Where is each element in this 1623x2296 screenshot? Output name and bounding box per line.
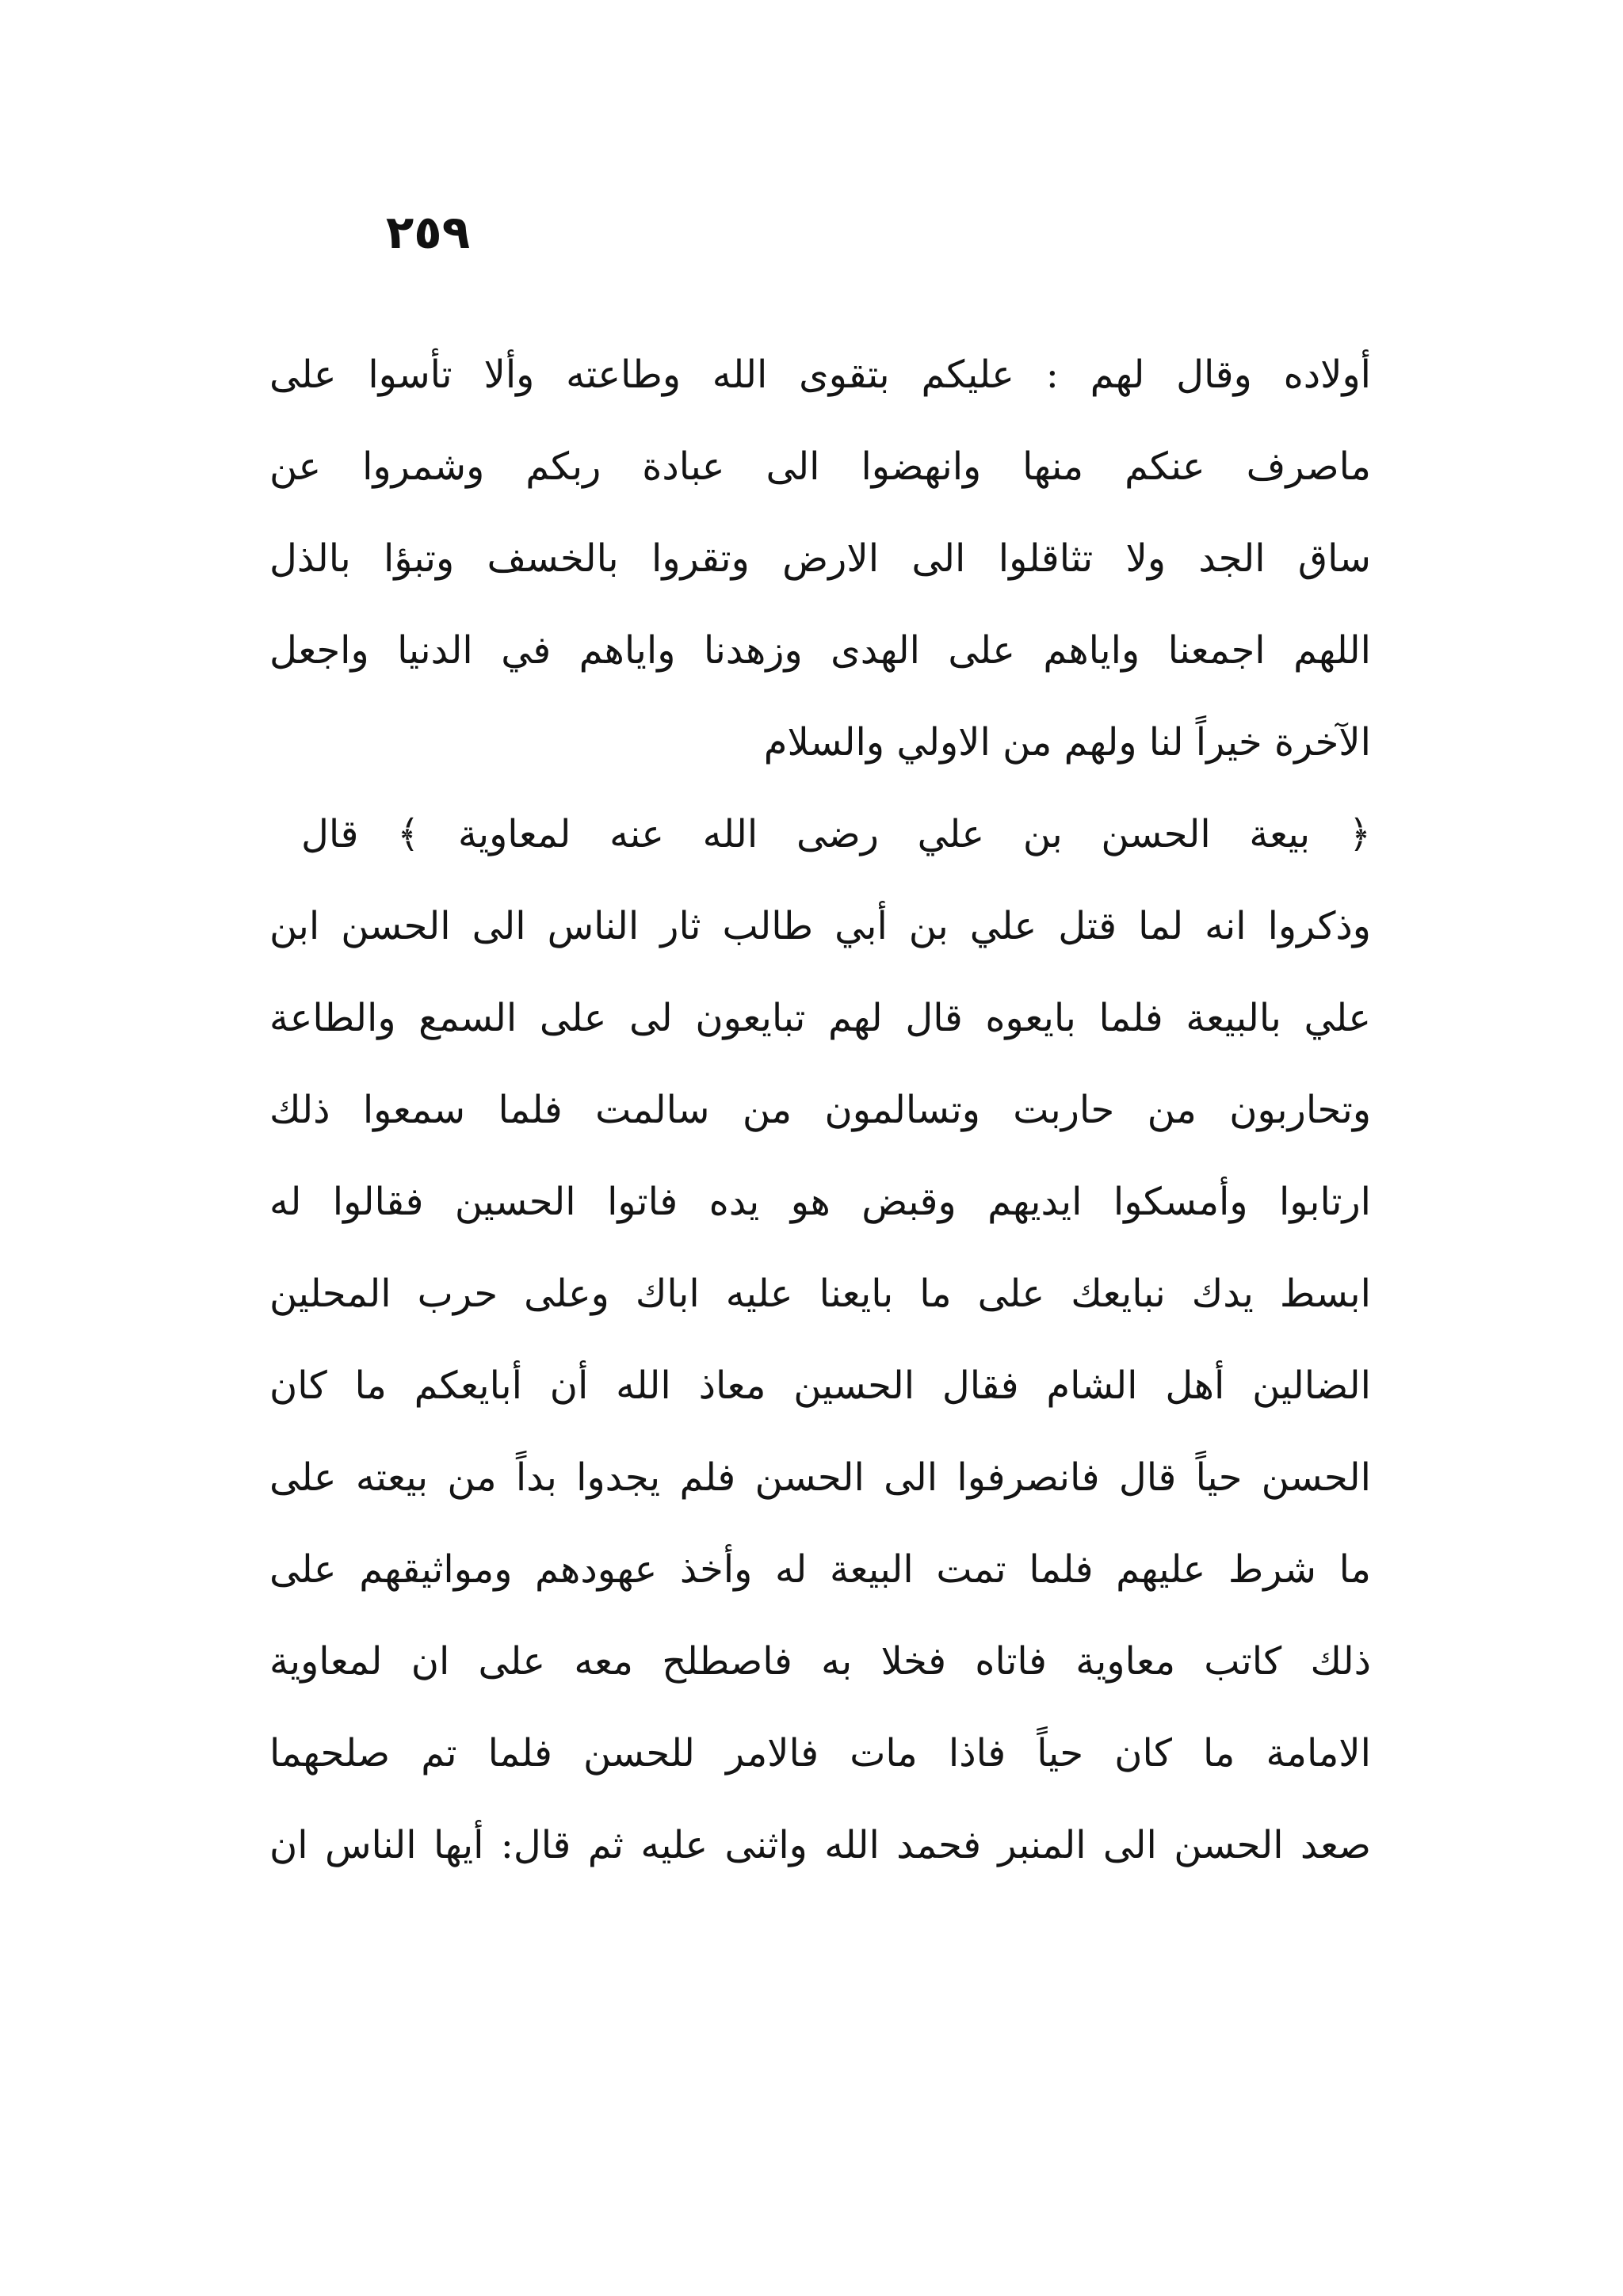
text-line: أولاده وقال لهم : عليكم بتقوى الله وطاعته وألا تأسوا على — [269, 353, 1371, 397]
text-line: الحسن حياً قال فانصرفوا الى الحسن فلم يجدوا بداً من بيعته على — [269, 1455, 1371, 1500]
text-line: ارتابوا وأمسكوا ايديهم وقبض هو يده فاتوا الحسين فقالوا له — [269, 1180, 1371, 1224]
text-line: اللهم اجمعنا واياهم على الهدى وزهدنا واياهم في الدنيا واجعل — [269, 628, 1371, 673]
text-line: الامامة ما كان حياً فاذا مات فالامر للحسن فلما تم صلحهما — [269, 1731, 1371, 1775]
section-heading-line: ﴿ بيعة الحسن بن علي رضى الله عنه لمعاوية ﴾ قال — [301, 812, 1371, 856]
text-line: ساق الجد ولا تثاقلوا الى الارض وتقروا بالخسف وتبؤا بالذل — [269, 536, 1371, 581]
text-line: وتحاربون من حاربت وتسالمون من سالمت فلما سمعوا ذلك — [269, 1088, 1371, 1132]
text-line: الآخرة خيراً لنا ولهم من الاولي والسلام — [763, 720, 1371, 765]
text-line: علي بالبيعة فلما بايعوه قال لهم تبايعون لى على السمع والطاعة — [269, 996, 1371, 1040]
body-text — [269, 329, 1371, 2167]
page-number: ٢٥٩ — [385, 205, 471, 259]
text-line: ماصرف عنكم منها وانهضوا الى عبادة ربكم وشمروا عن — [269, 444, 1371, 489]
text-line: ما شرط عليهم فلما تمت البيعة له وأخذ عهودهم ومواثيقهم على — [269, 1547, 1371, 1592]
text-line: الضالين أهل الشام فقال الحسين معاذ الله أن أبايعكم ما كان — [269, 1363, 1371, 1408]
text-line: وذكروا انه لما قتل علي بن أبي طالب ثار الناس الى الحسن ابن — [269, 904, 1371, 948]
text-line: صعد الحسن الى المنبر فحمد الله واثنى عليه ثم قال: أيها الناس ان — [269, 1823, 1371, 1867]
text-line: ذلك كاتب معاوية فاتاه فخلا به فاصطلح معه على ان لمعاوية — [269, 1639, 1371, 1684]
text-line: ابسط يدك نبايعك على ما بايعنا عليه اباك وعلى حرب المحلين — [269, 1272, 1371, 1316]
